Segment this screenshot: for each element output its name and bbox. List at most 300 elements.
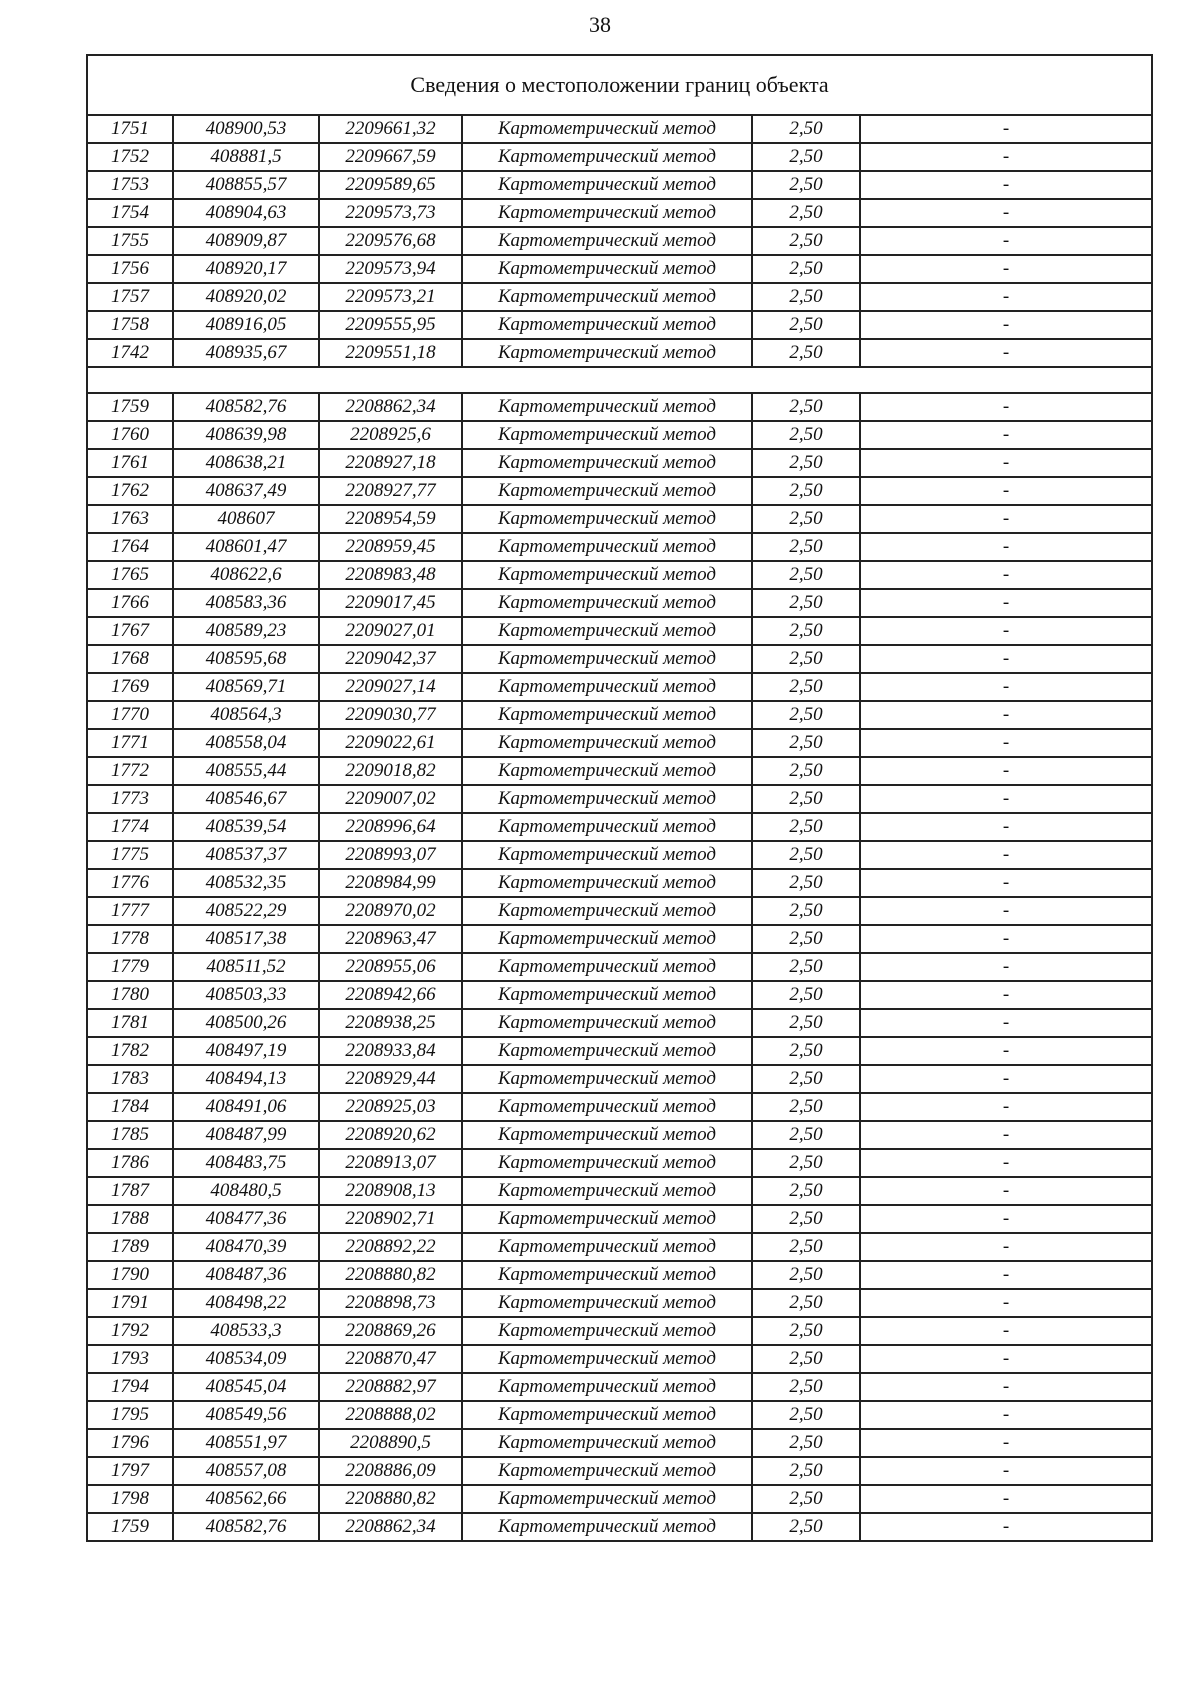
table-row — [87, 339, 1152, 367]
y-coordinate-cell: 2208938,25 — [319, 1009, 462, 1037]
y-coordinate-cell: 2208970,02 — [319, 897, 462, 925]
point-number-cell: 1797 — [87, 1457, 173, 1485]
x-coordinate-cell: 408900,53 — [173, 115, 319, 143]
method-cell: Картометрический метод — [462, 1485, 752, 1513]
table-row — [87, 673, 1152, 701]
y-coordinate-cell: 2208882,97 — [319, 1373, 462, 1401]
description-cell: - — [860, 171, 1152, 199]
description-cell: - — [860, 1233, 1152, 1261]
method-cell: Картометрический метод — [462, 171, 752, 199]
accuracy-cell: 2,50 — [752, 1513, 860, 1541]
point-number-cell: 1786 — [87, 1149, 173, 1177]
table-row — [87, 421, 1152, 449]
x-coordinate-cell: 408637,49 — [173, 477, 319, 505]
accuracy-cell: 2,50 — [752, 981, 860, 1009]
x-coordinate-cell: 408551,97 — [173, 1429, 319, 1457]
accuracy-cell: 2,50 — [752, 143, 860, 171]
y-coordinate-cell: 2208902,71 — [319, 1205, 462, 1233]
x-coordinate-cell: 408487,99 — [173, 1121, 319, 1149]
method-cell: Картометрический метод — [462, 701, 752, 729]
x-coordinate-cell: 408497,19 — [173, 1037, 319, 1065]
table-row — [87, 311, 1152, 339]
point-number-cell: 1781 — [87, 1009, 173, 1037]
description-cell: - — [860, 841, 1152, 869]
point-number-cell: 1791 — [87, 1289, 173, 1317]
point-number-cell: 1778 — [87, 925, 173, 953]
point-number-cell: 1793 — [87, 1345, 173, 1373]
table-row — [87, 589, 1152, 617]
point-number-cell: 1790 — [87, 1261, 173, 1289]
method-cell: Картометрический метод — [462, 617, 752, 645]
table-row — [87, 953, 1152, 981]
y-coordinate-cell: 2208925,6 — [319, 421, 462, 449]
description-cell: - — [860, 1289, 1152, 1317]
accuracy-cell: 2,50 — [752, 505, 860, 533]
y-coordinate-cell: 2209661,32 — [319, 115, 462, 143]
method-cell: Картометрический метод — [462, 255, 752, 283]
table-row — [87, 1289, 1152, 1317]
x-coordinate-cell: 408487,36 — [173, 1261, 319, 1289]
y-coordinate-cell: 2208954,59 — [319, 505, 462, 533]
method-cell: Картометрический метод — [462, 227, 752, 255]
method-cell: Картометрический метод — [462, 1009, 752, 1037]
y-coordinate-cell: 2208920,62 — [319, 1121, 462, 1149]
accuracy-cell: 2,50 — [752, 869, 860, 897]
method-cell: Картометрический метод — [462, 729, 752, 757]
description-cell: - — [860, 1317, 1152, 1345]
method-cell: Картометрический метод — [462, 897, 752, 925]
method-cell: Картометрический метод — [462, 1065, 752, 1093]
method-cell: Картометрический метод — [462, 115, 752, 143]
accuracy-cell: 2,50 — [752, 785, 860, 813]
accuracy-cell: 2,50 — [752, 1121, 860, 1149]
x-coordinate-cell: 408904,63 — [173, 199, 319, 227]
y-coordinate-cell: 2209022,61 — [319, 729, 462, 757]
x-coordinate-cell: 408562,66 — [173, 1485, 319, 1513]
method-cell: Картометрический метод — [462, 1177, 752, 1205]
point-number-cell: 1763 — [87, 505, 173, 533]
point-number-cell: 1796 — [87, 1429, 173, 1457]
table-row — [87, 171, 1152, 199]
point-number-cell: 1789 — [87, 1233, 173, 1261]
accuracy-cell: 2,50 — [752, 589, 860, 617]
x-coordinate-cell: 408569,71 — [173, 673, 319, 701]
point-number-cell: 1742 — [87, 339, 173, 367]
point-number-cell: 1759 — [87, 1513, 173, 1541]
point-number-cell: 1755 — [87, 227, 173, 255]
table-row — [87, 283, 1152, 311]
table-row — [87, 785, 1152, 813]
point-number-cell: 1783 — [87, 1065, 173, 1093]
method-cell: Картометрический метод — [462, 645, 752, 673]
table-row — [87, 617, 1152, 645]
y-coordinate-cell: 2208890,5 — [319, 1429, 462, 1457]
x-coordinate-cell: 408532,35 — [173, 869, 319, 897]
table-row — [87, 505, 1152, 533]
y-coordinate-cell: 2209017,45 — [319, 589, 462, 617]
y-coordinate-cell: 2208898,73 — [319, 1289, 462, 1317]
point-number-cell: 1765 — [87, 561, 173, 589]
y-coordinate-cell: 2208929,44 — [319, 1065, 462, 1093]
accuracy-cell: 2,50 — [752, 533, 860, 561]
table-row — [87, 1513, 1152, 1541]
x-coordinate-cell: 408638,21 — [173, 449, 319, 477]
description-cell: - — [860, 701, 1152, 729]
point-number-cell: 1770 — [87, 701, 173, 729]
table-row — [87, 1121, 1152, 1149]
method-cell: Картометрический метод — [462, 1149, 752, 1177]
y-coordinate-cell: 2209027,14 — [319, 673, 462, 701]
point-number-cell: 1776 — [87, 869, 173, 897]
description-cell: - — [860, 561, 1152, 589]
method-cell: Картометрический метод — [462, 1037, 752, 1065]
description-cell: - — [860, 143, 1152, 171]
point-number-cell: 1794 — [87, 1373, 173, 1401]
method-cell: Картометрический метод — [462, 673, 752, 701]
y-coordinate-cell: 2209573,21 — [319, 283, 462, 311]
accuracy-cell: 2,50 — [752, 1457, 860, 1485]
description-cell: - — [860, 393, 1152, 421]
table-row — [87, 1177, 1152, 1205]
point-number-cell: 1769 — [87, 673, 173, 701]
method-cell: Картометрический метод — [462, 1317, 752, 1345]
accuracy-cell: 2,50 — [752, 1205, 860, 1233]
point-number-cell: 1773 — [87, 785, 173, 813]
table-row — [87, 1485, 1152, 1513]
method-cell: Картометрический метод — [462, 449, 752, 477]
y-coordinate-cell: 2208869,26 — [319, 1317, 462, 1345]
point-number-cell: 1761 — [87, 449, 173, 477]
description-cell: - — [860, 757, 1152, 785]
point-number-cell: 1768 — [87, 645, 173, 673]
description-cell: - — [860, 115, 1152, 143]
table-row — [87, 255, 1152, 283]
accuracy-cell: 2,50 — [752, 1261, 860, 1289]
table-row — [87, 841, 1152, 869]
accuracy-cell: 2,50 — [752, 953, 860, 981]
method-cell: Картометрический метод — [462, 981, 752, 1009]
y-coordinate-cell: 2208908,13 — [319, 1177, 462, 1205]
y-coordinate-cell: 2208880,82 — [319, 1261, 462, 1289]
x-coordinate-cell: 408582,76 — [173, 1513, 319, 1541]
point-number-cell: 1753 — [87, 171, 173, 199]
x-coordinate-cell: 408582,76 — [173, 393, 319, 421]
method-cell: Картометрический метод — [462, 1345, 752, 1373]
x-coordinate-cell: 408916,05 — [173, 311, 319, 339]
accuracy-cell: 2,50 — [752, 1093, 860, 1121]
accuracy-cell: 2,50 — [752, 477, 860, 505]
description-cell: - — [860, 813, 1152, 841]
method-cell: Картометрический метод — [462, 925, 752, 953]
description-cell: - — [860, 1121, 1152, 1149]
table-row — [87, 897, 1152, 925]
y-coordinate-cell: 2208913,07 — [319, 1149, 462, 1177]
x-coordinate-cell: 408470,39 — [173, 1233, 319, 1261]
accuracy-cell: 2,50 — [752, 1401, 860, 1429]
method-cell: Картометрический метод — [462, 143, 752, 171]
table-row — [87, 1401, 1152, 1429]
accuracy-cell: 2,50 — [752, 1149, 860, 1177]
accuracy-cell: 2,50 — [752, 1177, 860, 1205]
accuracy-cell: 2,50 — [752, 617, 860, 645]
table-title: Сведения о местоположении границ объекта — [87, 55, 1152, 115]
y-coordinate-cell: 2208996,64 — [319, 813, 462, 841]
description-cell: - — [860, 227, 1152, 255]
point-number-cell: 1756 — [87, 255, 173, 283]
x-coordinate-cell: 408607 — [173, 505, 319, 533]
y-coordinate-cell: 2209042,37 — [319, 645, 462, 673]
description-cell: - — [860, 1373, 1152, 1401]
accuracy-cell: 2,50 — [752, 1317, 860, 1345]
accuracy-cell: 2,50 — [752, 283, 860, 311]
point-number-cell: 1767 — [87, 617, 173, 645]
accuracy-cell: 2,50 — [752, 897, 860, 925]
description-cell: - — [860, 1485, 1152, 1513]
accuracy-cell: 2,50 — [752, 1485, 860, 1513]
y-coordinate-cell: 2209589,65 — [319, 171, 462, 199]
method-cell: Картометрический метод — [462, 1373, 752, 1401]
x-coordinate-cell: 408511,52 — [173, 953, 319, 981]
method-cell: Картометрический метод — [462, 757, 752, 785]
accuracy-cell: 2,50 — [752, 757, 860, 785]
description-cell: - — [860, 255, 1152, 283]
table-row — [87, 1205, 1152, 1233]
description-cell: - — [860, 729, 1152, 757]
accuracy-cell: 2,50 — [752, 925, 860, 953]
point-number-cell: 1798 — [87, 1485, 173, 1513]
description-cell: - — [860, 673, 1152, 701]
accuracy-cell: 2,50 — [752, 421, 860, 449]
x-coordinate-cell: 408480,5 — [173, 1177, 319, 1205]
point-number-cell: 1752 — [87, 143, 173, 171]
x-coordinate-cell: 408517,38 — [173, 925, 319, 953]
y-coordinate-cell: 2209667,59 — [319, 143, 462, 171]
description-cell: - — [860, 1037, 1152, 1065]
y-coordinate-cell: 2208927,18 — [319, 449, 462, 477]
group-separator-row — [87, 367, 1152, 393]
description-cell: - — [860, 1401, 1152, 1429]
x-coordinate-cell: 408855,57 — [173, 171, 319, 199]
accuracy-cell: 2,50 — [752, 339, 860, 367]
table-row — [87, 1457, 1152, 1485]
accuracy-cell: 2,50 — [752, 673, 860, 701]
table-row — [87, 1009, 1152, 1037]
method-cell: Картометрический метод — [462, 953, 752, 981]
accuracy-cell: 2,50 — [752, 1233, 860, 1261]
description-cell: - — [860, 339, 1152, 367]
x-coordinate-cell: 408881,5 — [173, 143, 319, 171]
accuracy-cell: 2,50 — [752, 1373, 860, 1401]
accuracy-cell: 2,50 — [752, 1009, 860, 1037]
accuracy-cell: 2,50 — [752, 1065, 860, 1093]
table-row — [87, 477, 1152, 505]
table-row — [87, 449, 1152, 477]
accuracy-cell: 2,50 — [752, 449, 860, 477]
x-coordinate-cell: 408555,44 — [173, 757, 319, 785]
method-cell: Картометрический метод — [462, 199, 752, 227]
table-row — [87, 729, 1152, 757]
method-cell: Картометрический метод — [462, 869, 752, 897]
x-coordinate-cell: 408537,37 — [173, 841, 319, 869]
y-coordinate-cell: 2208959,45 — [319, 533, 462, 561]
x-coordinate-cell: 408595,68 — [173, 645, 319, 673]
point-number-cell: 1759 — [87, 393, 173, 421]
accuracy-cell: 2,50 — [752, 393, 860, 421]
method-cell: Картометрический метод — [462, 1513, 752, 1541]
point-number-cell: 1788 — [87, 1205, 173, 1233]
x-coordinate-cell: 408500,26 — [173, 1009, 319, 1037]
y-coordinate-cell: 2208880,82 — [319, 1485, 462, 1513]
table-row — [87, 143, 1152, 171]
point-number-cell: 1758 — [87, 311, 173, 339]
boundary-table-sheet — [86, 54, 1151, 1542]
method-cell: Картометрический метод — [462, 477, 752, 505]
x-coordinate-cell: 408920,02 — [173, 283, 319, 311]
y-coordinate-cell: 2208892,22 — [319, 1233, 462, 1261]
y-coordinate-cell: 2208927,77 — [319, 477, 462, 505]
table-row — [87, 701, 1152, 729]
method-cell: Картометрический метод — [462, 1401, 752, 1429]
x-coordinate-cell: 408498,22 — [173, 1289, 319, 1317]
method-cell: Картометрический метод — [462, 813, 752, 841]
x-coordinate-cell: 408522,29 — [173, 897, 319, 925]
description-cell: - — [860, 199, 1152, 227]
x-coordinate-cell: 408534,09 — [173, 1345, 319, 1373]
x-coordinate-cell: 408545,04 — [173, 1373, 319, 1401]
table-row — [87, 645, 1152, 673]
x-coordinate-cell: 408935,67 — [173, 339, 319, 367]
y-coordinate-cell: 2209573,73 — [319, 199, 462, 227]
accuracy-cell: 2,50 — [752, 1289, 860, 1317]
method-cell: Картометрический метод — [462, 283, 752, 311]
description-cell: - — [860, 981, 1152, 1009]
x-coordinate-cell: 408639,98 — [173, 421, 319, 449]
x-coordinate-cell: 408533,3 — [173, 1317, 319, 1345]
description-cell: - — [860, 1177, 1152, 1205]
method-cell: Картометрический метод — [462, 1205, 752, 1233]
accuracy-cell: 2,50 — [752, 227, 860, 255]
accuracy-cell: 2,50 — [752, 813, 860, 841]
y-coordinate-cell: 2208993,07 — [319, 841, 462, 869]
table-row — [87, 1345, 1152, 1373]
point-number-cell: 1762 — [87, 477, 173, 505]
description-cell: - — [860, 449, 1152, 477]
point-number-cell: 1779 — [87, 953, 173, 981]
table-row — [87, 1317, 1152, 1345]
y-coordinate-cell: 2209573,94 — [319, 255, 462, 283]
description-cell: - — [860, 1429, 1152, 1457]
table-body — [87, 115, 1152, 1541]
description-cell: - — [860, 897, 1152, 925]
x-coordinate-cell: 408583,36 — [173, 589, 319, 617]
x-coordinate-cell: 408491,06 — [173, 1093, 319, 1121]
description-cell: - — [860, 953, 1152, 981]
description-cell: - — [860, 477, 1152, 505]
page-number: 38 — [589, 12, 611, 37]
x-coordinate-cell: 408477,36 — [173, 1205, 319, 1233]
table-row — [87, 757, 1152, 785]
point-number-cell: 1760 — [87, 421, 173, 449]
x-coordinate-cell: 408549,56 — [173, 1401, 319, 1429]
x-coordinate-cell: 408909,87 — [173, 227, 319, 255]
x-coordinate-cell: 408546,67 — [173, 785, 319, 813]
table-row — [87, 533, 1152, 561]
y-coordinate-cell: 2209551,18 — [319, 339, 462, 367]
description-cell: - — [860, 617, 1152, 645]
accuracy-cell: 2,50 — [752, 255, 860, 283]
table-row — [87, 981, 1152, 1009]
table-row — [87, 561, 1152, 589]
method-cell: Картометрический метод — [462, 1429, 752, 1457]
table-row — [87, 199, 1152, 227]
method-cell: Картометрический метод — [462, 1121, 752, 1149]
description-cell: - — [860, 311, 1152, 339]
table-row — [87, 813, 1152, 841]
accuracy-cell: 2,50 — [752, 1345, 860, 1373]
accuracy-cell: 2,50 — [752, 311, 860, 339]
x-coordinate-cell: 408557,08 — [173, 1457, 319, 1485]
description-cell: - — [860, 1205, 1152, 1233]
table-row — [87, 1233, 1152, 1261]
y-coordinate-cell: 2209018,82 — [319, 757, 462, 785]
boundary-coordinates-table — [86, 54, 1153, 1542]
point-number-cell: 1787 — [87, 1177, 173, 1205]
description-cell: - — [860, 1009, 1152, 1037]
point-number-cell: 1784 — [87, 1093, 173, 1121]
table-row — [87, 393, 1152, 421]
point-number-cell: 1777 — [87, 897, 173, 925]
table-row — [87, 1429, 1152, 1457]
description-cell: - — [860, 533, 1152, 561]
y-coordinate-cell: 2208942,66 — [319, 981, 462, 1009]
description-cell: - — [860, 1093, 1152, 1121]
method-cell: Картометрический метод — [462, 533, 752, 561]
table-row — [87, 227, 1152, 255]
point-number-cell: 1780 — [87, 981, 173, 1009]
method-cell: Картометрический метод — [462, 1093, 752, 1121]
description-cell: - — [860, 925, 1152, 953]
method-cell: Картометрический метод — [462, 589, 752, 617]
group-separator-cell — [87, 367, 1152, 393]
description-cell: - — [860, 421, 1152, 449]
description-cell: - — [860, 1345, 1152, 1373]
method-cell: Картометрический метод — [462, 393, 752, 421]
y-coordinate-cell: 2208862,34 — [319, 1513, 462, 1541]
table-row — [87, 1373, 1152, 1401]
point-number-cell: 1775 — [87, 841, 173, 869]
y-coordinate-cell: 2208963,47 — [319, 925, 462, 953]
point-number-cell: 1792 — [87, 1317, 173, 1345]
y-coordinate-cell: 2209576,68 — [319, 227, 462, 255]
point-number-cell: 1782 — [87, 1037, 173, 1065]
y-coordinate-cell: 2208925,03 — [319, 1093, 462, 1121]
table-row — [87, 1037, 1152, 1065]
point-number-cell: 1795 — [87, 1401, 173, 1429]
description-cell: - — [860, 589, 1152, 617]
method-cell: Картометрический метод — [462, 1261, 752, 1289]
point-number-cell: 1774 — [87, 813, 173, 841]
accuracy-cell: 2,50 — [752, 199, 860, 227]
method-cell: Картометрический метод — [462, 1233, 752, 1261]
accuracy-cell: 2,50 — [752, 645, 860, 673]
point-number-cell: 1764 — [87, 533, 173, 561]
x-coordinate-cell: 408601,47 — [173, 533, 319, 561]
description-cell: - — [860, 785, 1152, 813]
table-row — [87, 115, 1152, 143]
description-cell: - — [860, 1065, 1152, 1093]
table-row — [87, 925, 1152, 953]
point-number-cell: 1771 — [87, 729, 173, 757]
